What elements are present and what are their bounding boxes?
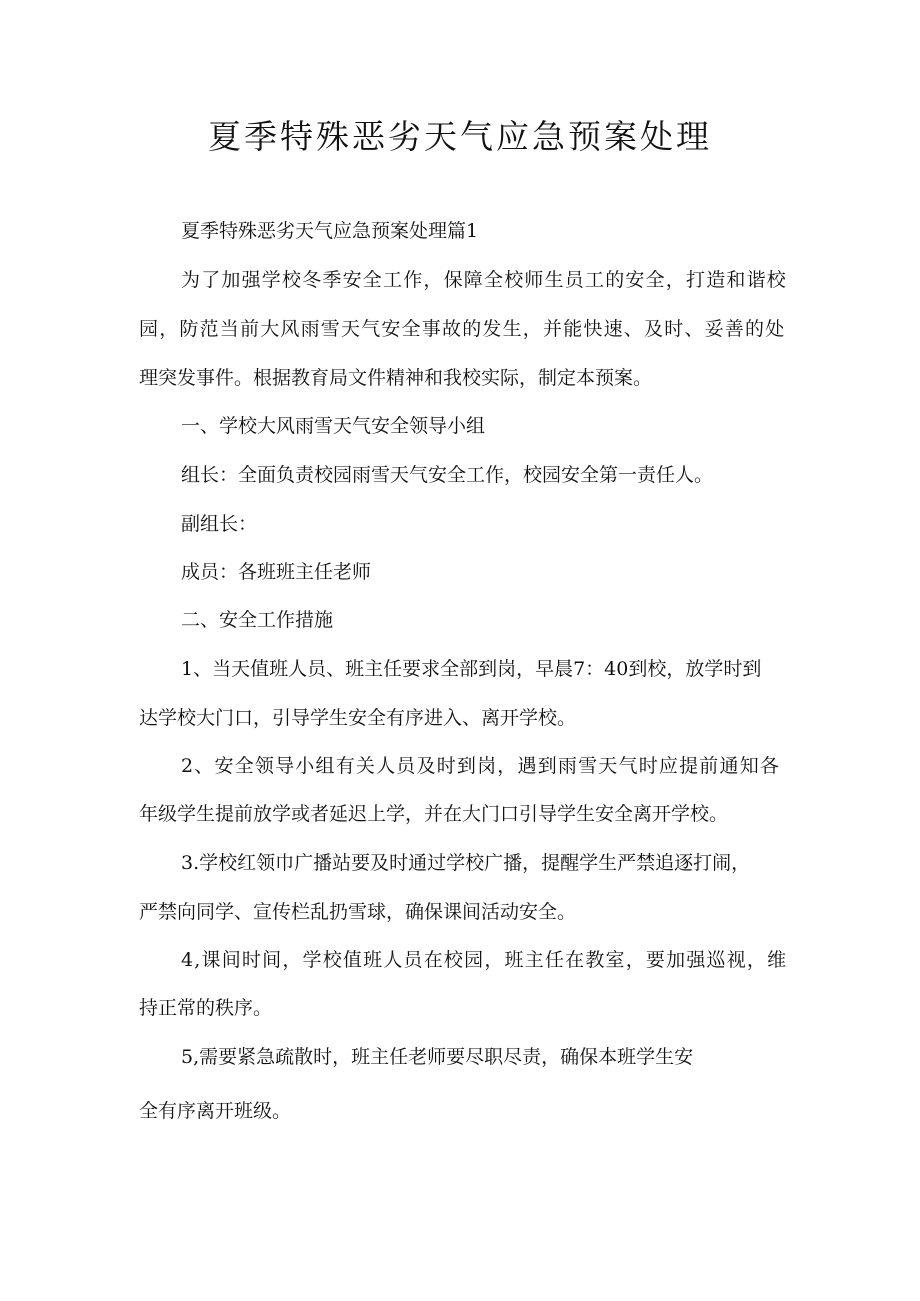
paragraph-line: 2、安全领导小组有关人员及时到岗，遇到雨雪天气时应提前通知各 bbox=[181, 755, 781, 777]
paragraph-line: 严禁向同学、宣传栏乱扔雪球，确保课间活动安全。 bbox=[139, 901, 577, 923]
paragraph-line: 组长：全面负责校园雨雪天气安全工作，校园安全第一责任人。 bbox=[181, 464, 714, 486]
paragraph-line: 持正常的秩序。 bbox=[139, 997, 273, 1019]
paragraph-line: 副组长： bbox=[181, 513, 258, 535]
section-heading: 夏季特殊恶劣天气应急预案处理篇1 bbox=[181, 220, 479, 242]
subsection-heading: 二、安全工作措施 bbox=[181, 609, 334, 631]
paragraph-line: 达学校大门口，引导学生安全有序进入、离开学校。 bbox=[139, 707, 577, 729]
document-title: 夏季特殊恶劣天气应急预案处理 bbox=[208, 117, 712, 156]
paragraph-line: 3.学校红领巾广播站要及时通过学校广播，提醒学生严禁追逐打闹， bbox=[181, 852, 751, 874]
paragraph-line: 4,课间时间，学校值班人员在校园，班主任在教室，要加强巡视，维 bbox=[181, 949, 788, 971]
paragraph-line: 全有序离开班级。 bbox=[139, 1100, 292, 1122]
paragraph-line: 1、当天值班人员、班主任要求全部到岗，早晨7：40到校，放学时到 bbox=[181, 658, 762, 680]
paragraph-line: 理突发事件。根据教育局文件精神和我校实际，制定本预案。 bbox=[139, 367, 653, 389]
paragraph-line: 园，防范当前大风雨雪天气安全事故的发生，并能快速、及时、妥善的处 bbox=[139, 318, 786, 340]
paragraph-line: 成员：各班班主任老师 bbox=[181, 561, 372, 583]
paragraph-line: 5,需要紧急疏散时，班主任老师要尽职尽责，确保本班学生安 bbox=[181, 1046, 694, 1068]
paragraph-line: 为了加强学校冬季安全工作，保障全校师生员工的安全，打造和谐校 bbox=[181, 269, 788, 291]
paragraph-line: 年级学生提前放学或者延迟上学，并在大门口引导学生安全离开学校。 bbox=[139, 803, 729, 825]
subsection-heading: 一、学校大风雨雪天气安全领导小组 bbox=[181, 415, 486, 437]
